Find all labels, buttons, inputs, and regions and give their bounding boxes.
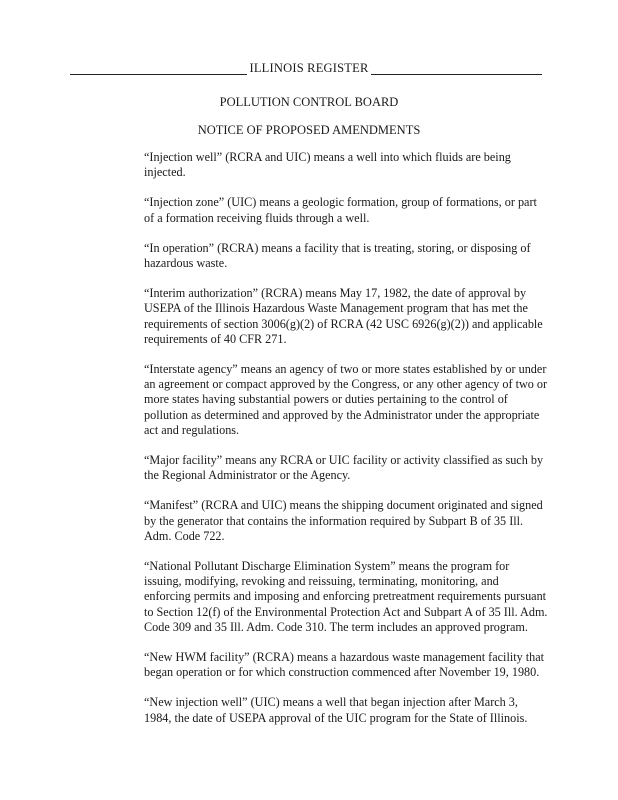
board-name: POLLUTION CONTROL BOARD (219, 95, 399, 109)
definitions-body (144, 150, 548, 741)
definition-paragraph: “Major facility” means any RCRA or UIC facility or activity classified as such by the Regional Administrator or the Agency. (144, 453, 544, 483)
definition-paragraph: “Injection zone” (UIC) means a geologic formation, group of formations, or part of a formation receiving fluids through a well. (144, 195, 537, 225)
definition-paragraph: “National Pollutant Discharge Elimination System” means the program for issuing, modifying, revoking and reissuing, terminating, monitoring, and enforcing permits and imposing and enforcing pretreatment requirements pursuant to Section 12(f) of the Environmental Protection Act and Subpart A of 35 Ill. Adm. Code 309 and 35 Ill. Adm. Code 310. The term includes an approved program. (144, 559, 548, 634)
definition-paragraph: “Manifest” (RCRA and UIC) means the shipping document originated and signed by the generator that contains the information required by Subpart B of 35 Ill. Adm. Code 722. (144, 498, 543, 543)
register-title (0, 61, 618, 76)
notice-title: NOTICE OF PROPOSED AMENDMENTS (197, 123, 421, 137)
definition-paragraph: “Injection well” (RCRA and UIC) means a well into which fluids are being injected. (144, 150, 511, 180)
definition-paragraph: “Interim authorization” (RCRA) means May 17, 1982, the date of approval by USEPA of the Illinois Hazardous Waste Management program that has met the requirements of section 3006(g)(2) of RCRA (42 USC 6926(g)(2)) and applicable requirements of 40 CFR 271. (144, 286, 543, 346)
definition-paragraph: “New HWM facility” (RCRA) means a hazardous waste management facility that began operation or for which construction commenced after November 19, 1980. (144, 650, 545, 680)
register-title-text: ILLINOIS REGISTER (249, 61, 369, 75)
definition-paragraph: “Interstate agency” means an agency of two or more states established by or under an agreement or compact approved by the Congress, or any other agency of two or more states having substantial powers or duties pertaining to the control of pollution as determined and approved by the Administrator under the appropriate act and regulations. (144, 362, 548, 437)
definition-paragraph: “New injection well” (UIC) means a well that began injection after March 3, 1984, the date of USEPA approval of the UIC program for the State of Illinois. (144, 695, 528, 725)
definition-paragraph: “In operation” (RCRA) means a facility that is treating, storing, or disposing of hazardous waste. (144, 240, 531, 271)
